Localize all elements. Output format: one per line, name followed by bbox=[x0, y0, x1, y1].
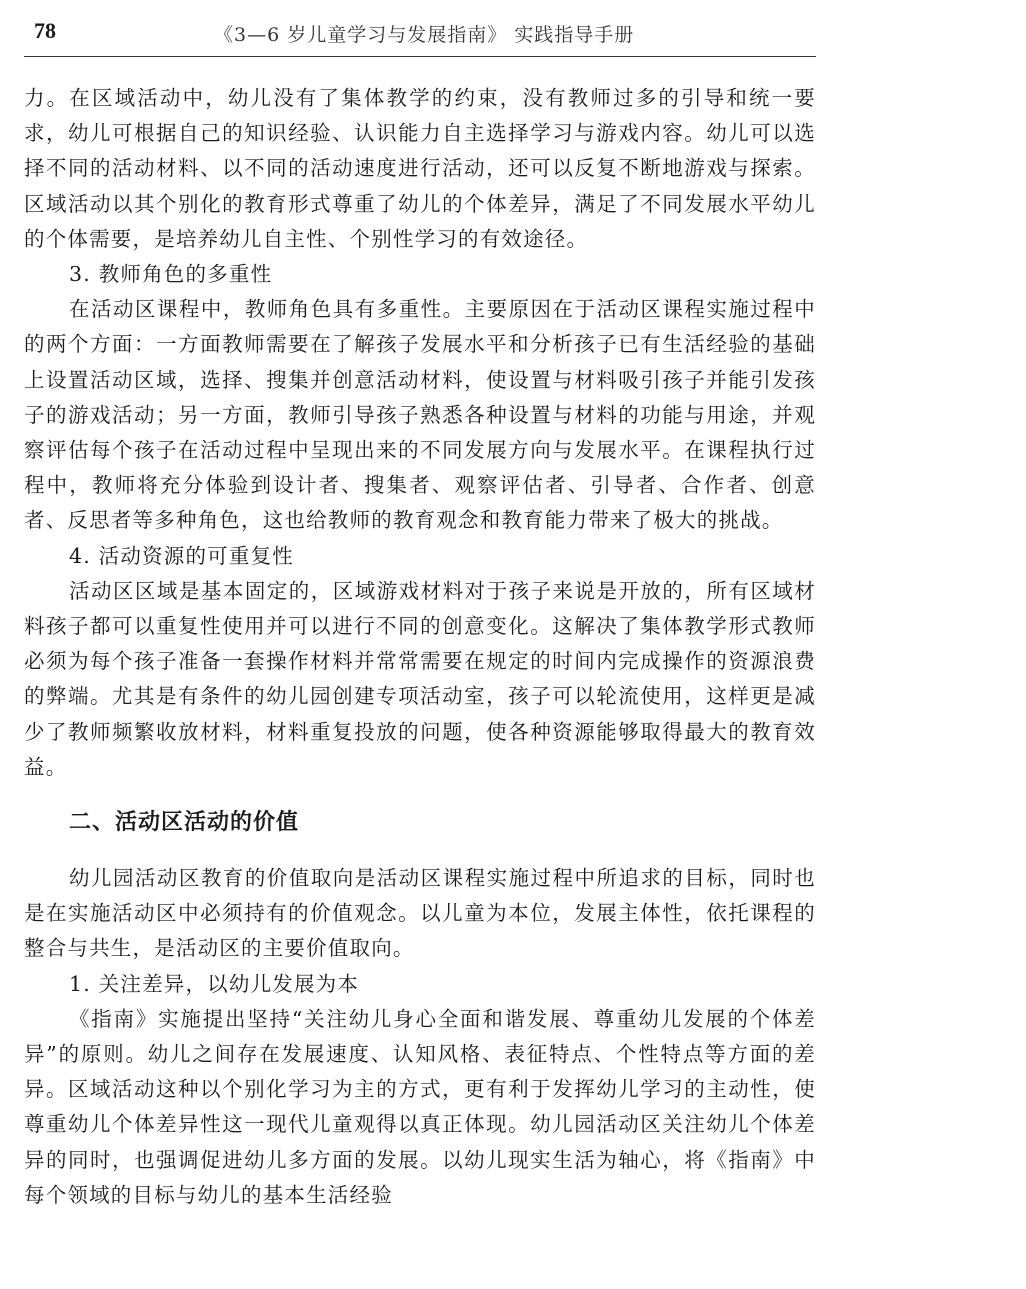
paragraph-reusable-resources: 活动区区域是基本固定的，区域游戏材料对于孩子来说是开放的，所有区域材料孩子都可以重复性使用并可以进行不同的创意变化。这解决了集体教学形式教师必须为每个孩子准备一套操作材料并常常需要在规定的时间内完成操作的资源浪费的弊端。尤其是有条件的幼儿园创建专项活动室，孩子可以轮流使用，这样更是减少了教师频繁收放材料，材料重复投放的问题，使各种资源能够取得最大的教育效益。 bbox=[24, 578, 816, 779]
subheading-teacher-roles: 3. 教师角色的多重性 bbox=[69, 262, 273, 287]
book-page bbox=[24, 0, 816, 1213]
subheading-individual-differences: 1. 关注差异，以幼儿发展为本 bbox=[69, 971, 360, 996]
running-header bbox=[24, 0, 816, 57]
paragraph-individual-differences: 《指南》实施提出坚持“关注幼儿身心全面和谐发展、尊重幼儿发展的个体差异”的原则。幼儿之间存在发展速度、认知风格、表征特点、个性特点等方面的差异。区域活动这种以个别化学习为主的方式，更有利于发挥幼儿学习的主动性，使尊重幼儿个体差异性这一现代儿童观得以真正体现。幼儿园活动区关注幼儿个体差异的同时，也强调促进幼儿多方面的发展。以幼儿现实生活为轴心，将《指南》中每个领域的目标与幼儿的基本生活经验 bbox=[24, 1006, 816, 1207]
paragraph-value-orientation: 幼儿园活动区教育的价值取向是活动区课程实施过程中所追求的目标，同时也是在实施活动区中必须持有的价值观念。以儿童为本位，发展主体性，依托课程的整合与共生，是活动区的主要价值取向。 bbox=[24, 866, 816, 961]
paragraph-continued: 力。在区域活动中，幼儿没有了集体教学的约束，没有教师过多的引导和统一要求，幼儿可根据自己的知识经验、认识能力自主选择学习与游戏内容。幼儿可以选择不同的活动材料、以不同的活动速度进行活动，还可以反复不断地游戏与探索。区域活动以其个别化的教育形式尊重了幼儿的个体差异，满足了不同发展水平幼儿的个体需要，是培养幼儿自主性、个别性学习的有效途径。 bbox=[24, 86, 816, 251]
section-heading-value: 二、活动区活动的价值 bbox=[69, 810, 300, 836]
paragraph-teacher-roles: 在活动区课程中，教师角色具有多重性。主要原因在于活动区课程实施过程中的两个方面：一方面教师需要在了解孩子发展水平和分析孩子已有生活经验的基础上设置活动区域，选择、搜集并创意活动材料，使设置与材料吸引孩子并能引发孩子的游戏活动；另一方面，教师引导孩子熟悉各种设置与材料的功能与用途，并观察评估每个孩子在活动过程中呈现出来的不同发展方向与发展水平。在课程执行过程中，教师将充分体验到设计者、搜集者、观察评估者、引导者、合作者、创意者、反思者等多种角色，这也给教师的教育观念和教育能力带来了极大的挑战。 bbox=[24, 297, 816, 533]
running-title: 《3—6 岁儿童学习与发展指南》 实践指导手册 bbox=[214, 24, 635, 46]
page-number: 78 bbox=[34, 18, 56, 43]
subheading-reusable-resources: 4. 活动资源的可重复性 bbox=[69, 543, 294, 568]
body-text bbox=[24, 81, 816, 1213]
